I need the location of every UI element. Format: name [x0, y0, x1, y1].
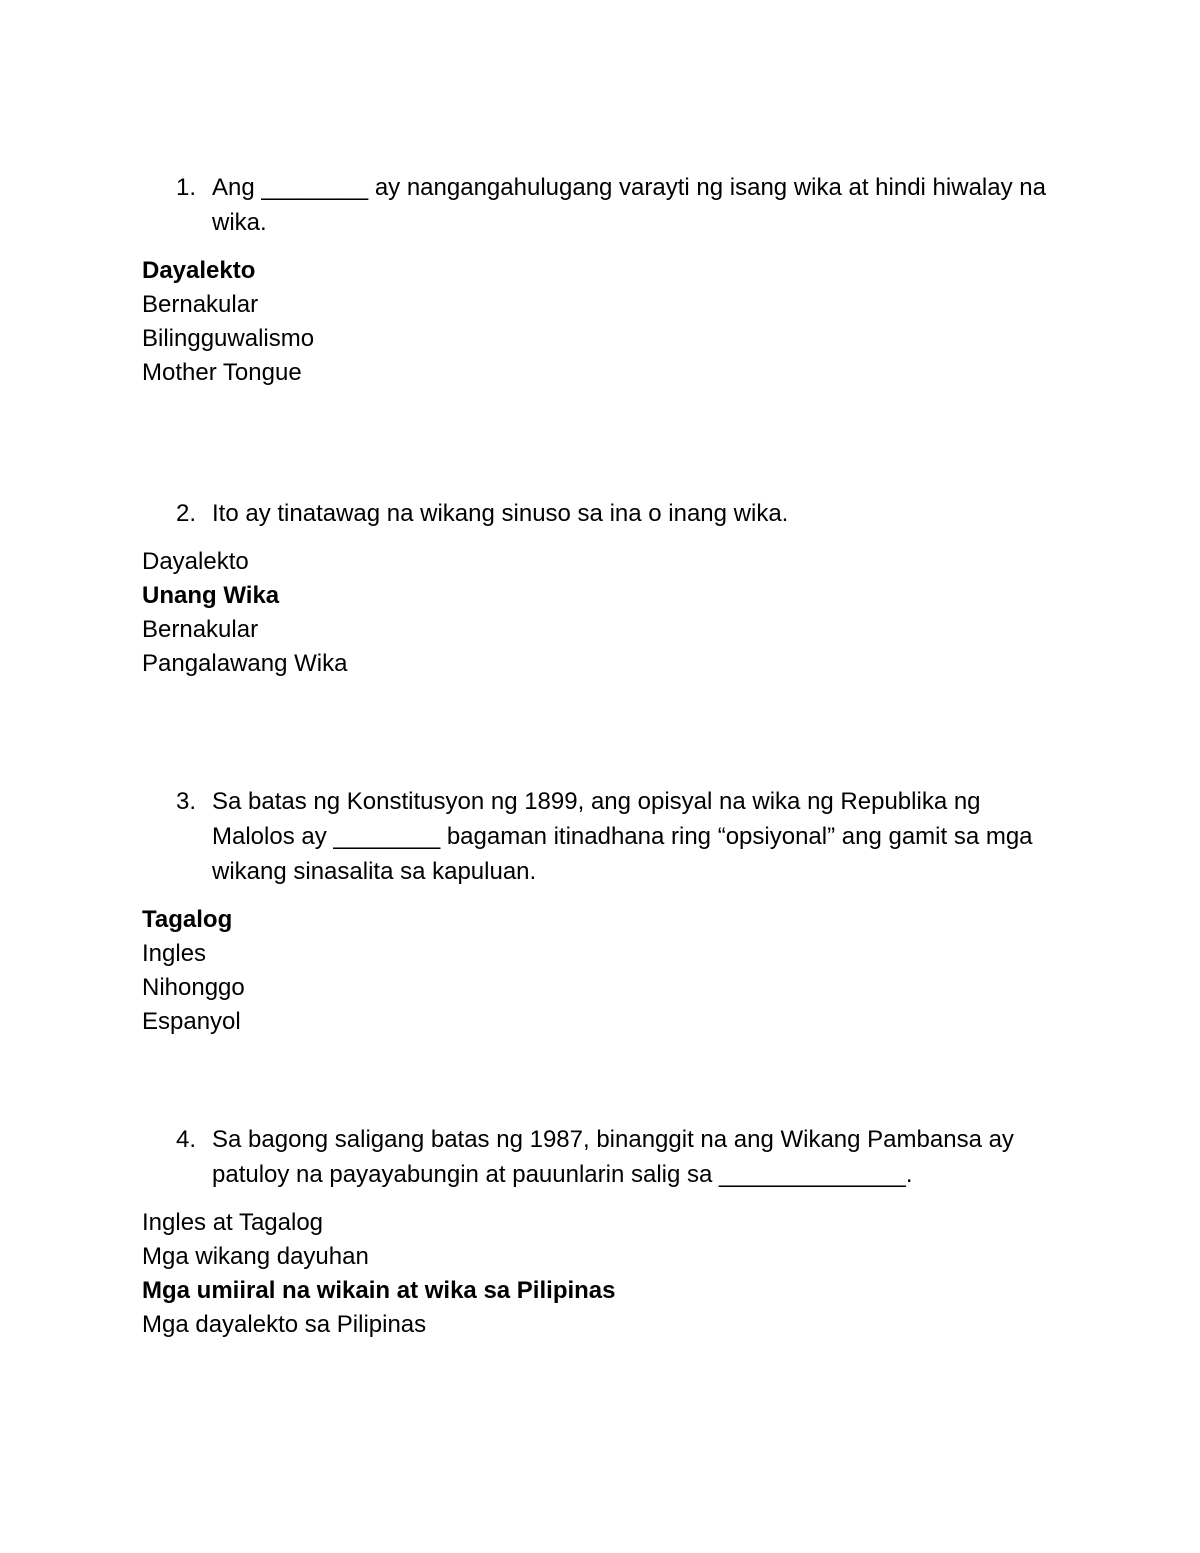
- question-number: 3.: [176, 788, 197, 815]
- choice-item: Bernakular: [142, 291, 259, 318]
- choice-item: Ingles: [142, 940, 207, 967]
- choice-item: Pangalawang Wika: [142, 650, 348, 677]
- choice-list: [142, 903, 1042, 1039]
- question-text: Sa batas ng Konstitusyon ng 1899, ang opisyal na wika ng Republika ng Malolos ay ________ bagaman itinadhana ring “opsiyonal” ang gamit sa mga wikang sinasalita sa kapuluan.: [212, 788, 1033, 885]
- question-text: Ang ________ ay nangangahulugang varayti ng isang wika at hindi hiwalay na wika.: [212, 174, 1046, 236]
- question-prompt: [176, 170, 1062, 240]
- question-prompt: [176, 784, 1062, 889]
- choice-item-correct: Unang Wika: [142, 582, 280, 609]
- choice-item: Ingles at Tagalog: [142, 1209, 324, 1236]
- question-prompt: [176, 496, 1062, 531]
- choice-item: Dayalekto: [142, 548, 249, 575]
- choice-item-correct: Mga umiiral na wikain at wika sa Pilipinas: [142, 1277, 616, 1304]
- question-prompt: [176, 1122, 1062, 1192]
- question-1: [0, 170, 1200, 390]
- question-text: Ito ay tinatawag na wikang sinuso sa ina o inang wika.: [212, 500, 789, 527]
- choice-list: [142, 1206, 1042, 1342]
- question-text: Sa bagong saligang batas ng 1987, binanggit na ang Wikang Pambansa ay patuloy na payayabungin at pauunlarin salig sa ______________.: [212, 1126, 1014, 1188]
- choice-item: Bilingguwalismo: [142, 325, 315, 352]
- choice-item-correct: Dayalekto: [142, 257, 256, 284]
- choice-list: [142, 254, 1042, 390]
- choice-list: [142, 545, 1042, 681]
- choice-item: Bernakular: [142, 616, 259, 643]
- choice-item-correct: Tagalog: [142, 906, 233, 933]
- choice-item: Mga dayalekto sa Pilipinas: [142, 1311, 427, 1338]
- question-number: 4.: [176, 1126, 197, 1153]
- choice-item: Nihonggo: [142, 974, 245, 1001]
- choice-item: Mga wikang dayuhan: [142, 1243, 369, 1270]
- question-3: [0, 784, 1200, 1039]
- question-2: [0, 496, 1200, 681]
- question-number: 2.: [176, 500, 197, 527]
- choice-item: Espanyol: [142, 1008, 241, 1035]
- question-4: [0, 1122, 1200, 1342]
- choice-item: Mother Tongue: [142, 359, 302, 386]
- question-number: 1.: [176, 174, 197, 201]
